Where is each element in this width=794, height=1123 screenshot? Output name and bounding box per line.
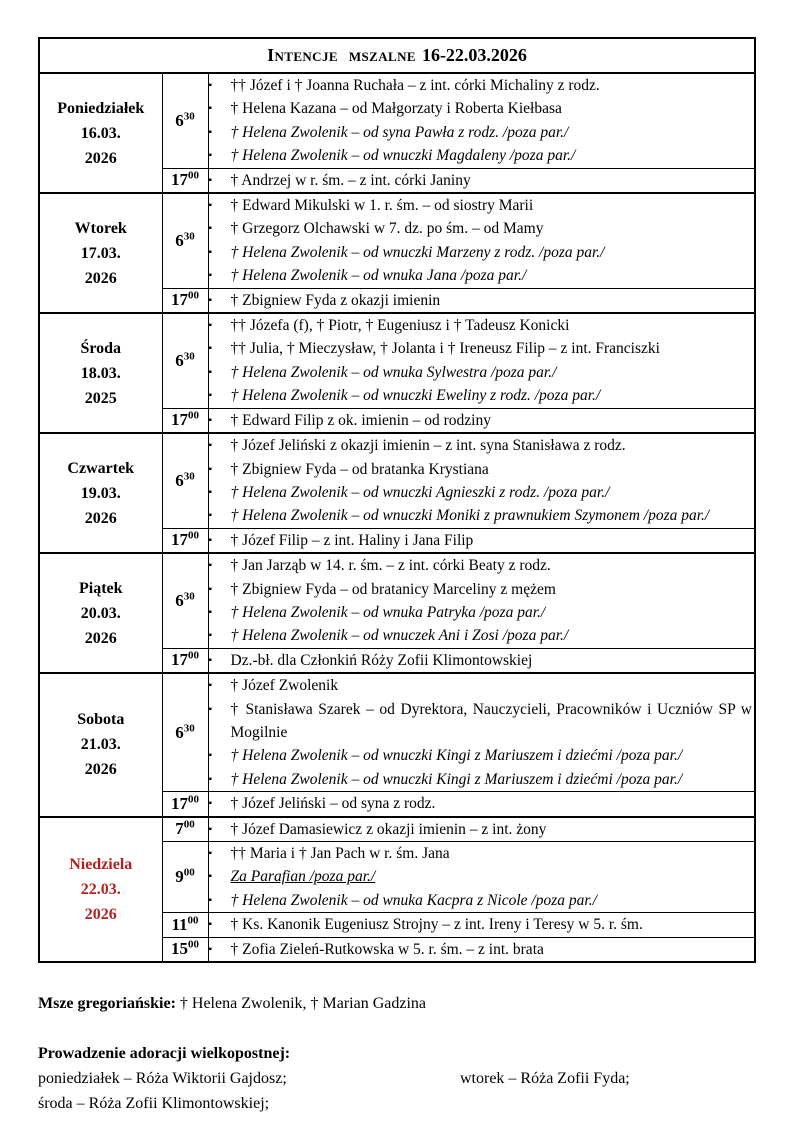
intentions-cell	[208, 193, 755, 288]
intention-item	[209, 314, 755, 337]
intentions-cell	[208, 792, 755, 817]
intentions-cell	[208, 553, 755, 648]
time-hour: 6	[175, 230, 184, 250]
intention-item	[209, 361, 755, 384]
bullet-icon: ▪	[208, 366, 213, 378]
intentions-cell	[208, 433, 755, 528]
bullet-icon: ▪	[208, 440, 213, 452]
intention-text: † Helena Zwolenik – od syna Pawła z rodz. /poza par./	[230, 123, 569, 141]
mass-intentions-table	[38, 37, 756, 963]
day-cell	[39, 673, 162, 816]
time-hour: 17	[171, 410, 188, 430]
intention-item	[209, 865, 755, 888]
bullet-icon: ▪	[208, 80, 213, 91]
intention-text: † Helena Zwolenik – od wnuczki Magdaleny /poza par./	[230, 147, 576, 165]
day-date: 19.03.	[80, 484, 121, 502]
bullet-icon: ▪	[208, 103, 213, 115]
time-cell	[162, 313, 208, 408]
intention-item	[209, 217, 755, 240]
day-name: Piątek	[78, 579, 123, 597]
intention-item	[209, 97, 755, 120]
intention-item	[209, 481, 755, 504]
intention-text: † Zofia Zieleń-Rutkowska w 5. r. śm. – z int. brata	[230, 940, 544, 958]
time-hour: 15	[171, 939, 188, 959]
table-row	[39, 553, 755, 648]
intention-item	[209, 241, 755, 264]
table-row	[39, 433, 755, 528]
intention-text: †† Julia, † Mieczysław, † Jolanta i † Ireneusz Filip – z int. Franciszki	[230, 340, 660, 358]
intentions-cell	[208, 288, 755, 313]
intentions-cell	[208, 937, 755, 962]
day-cell	[39, 73, 162, 193]
bullet-icon: ▪	[208, 223, 213, 235]
time-minutes: 30	[183, 470, 195, 483]
time-hour: 17	[171, 793, 188, 813]
adoration-wednesday: środa – Róża Zofii Klimontowskiej;	[38, 1095, 270, 1113]
time-minutes: 00	[188, 289, 199, 302]
table-title	[39, 38, 755, 73]
bullet-icon: ▪	[208, 654, 213, 666]
intention-text: †† Józef i † Joanna Ruchała – z int. córki Michaliny z rodz.	[230, 77, 600, 94]
intentions-cell	[208, 313, 755, 408]
time-cell	[162, 433, 208, 528]
intention-item	[209, 624, 755, 647]
intention-item	[209, 121, 755, 144]
time-cell	[162, 73, 208, 168]
day-cell	[39, 553, 162, 673]
day-date: 17.03.	[80, 244, 121, 262]
bullet-icon: ▪	[208, 390, 213, 402]
intention-item	[209, 792, 755, 815]
intention-text: † Edward Mikulski w 1. r. śm. – od siostry Marii	[230, 197, 534, 215]
intention-text: † Helena Zwolenik – od wnuka Jana /poza par./	[230, 267, 527, 285]
adoration-monday: poniedziałek – Róża Wiktorii Gajdosz;	[38, 1070, 287, 1088]
intention-text: † Helena Zwolenik – od wnuczki Agnieszki z rodz. /poza par./	[230, 483, 610, 501]
intention-item	[209, 384, 755, 407]
intention-item	[209, 289, 755, 312]
intention-text: Za Parafian /poza par./	[230, 868, 376, 886]
intention-text: †† Józefa (f), † Piotr, † Eugeniusz i † Tadeusz Konicki	[230, 317, 570, 335]
bullet-icon: ▪	[208, 583, 213, 595]
adoration-heading: Prowadzenie adoracji wielkopostnej:	[38, 1045, 291, 1063]
bullet-icon: ▪	[208, 414, 213, 426]
day-name: Sobota	[77, 711, 125, 729]
intention-item	[209, 458, 755, 481]
adoration-block	[38, 1041, 756, 1116]
schedule-body	[39, 38, 755, 962]
bullet-icon: ▪	[208, 343, 213, 355]
day-year: 2026	[84, 149, 117, 167]
day-year: 2026	[84, 269, 117, 287]
bullet-icon: ▪	[208, 848, 213, 859]
time-cell	[162, 792, 208, 817]
intention-item	[209, 842, 755, 865]
bullet-icon: ▪	[208, 510, 213, 522]
intentions-cell	[208, 673, 755, 792]
intention-text: † Helena Zwolenik – od wnuczki Moniki z prawnukiem Szymonem /poza par./	[230, 507, 710, 525]
intention-item	[209, 768, 755, 791]
time-cell	[162, 913, 208, 937]
time-hour: 6	[175, 590, 184, 610]
table-row	[39, 193, 755, 288]
day-name: Czwartek	[67, 459, 135, 477]
intention-text: † Helena Zwolenik – od wnuka Sylwestra /poza par./	[230, 363, 557, 381]
day-name: Poniedziałek	[57, 99, 145, 117]
time-cell	[162, 842, 208, 913]
table-row	[39, 73, 755, 168]
time-cell	[162, 673, 208, 792]
intention-item	[209, 409, 755, 432]
time-hour: 17	[171, 650, 188, 670]
time-hour: 7	[175, 819, 184, 839]
bullet-icon: ▪	[208, 703, 213, 715]
time-minutes: 00	[188, 529, 199, 542]
table-row	[39, 673, 755, 792]
intention-text: † Helena Zwolenik – od wnuczki Kingi z Mariuszem i dziećmi /poza par./	[230, 770, 683, 788]
table-row	[39, 313, 755, 408]
intention-item	[209, 601, 755, 624]
intentions-cell	[208, 817, 755, 842]
intention-item	[209, 144, 755, 167]
intention-text: † Ks. Kanonik Eugeniusz Strojny – z int. Ireny i Teresy w 5. r. śm.	[230, 916, 643, 934]
adoration-line-1	[38, 1066, 756, 1091]
bullet-icon: ▪	[208, 680, 213, 692]
intentions-cell	[208, 168, 755, 193]
bullet-icon: ▪	[208, 270, 213, 282]
day-name: Wtorek	[74, 219, 127, 237]
intentions-cell	[208, 913, 755, 937]
intention-item	[209, 74, 755, 97]
bullet-icon: ▪	[208, 486, 213, 498]
intention-item	[209, 889, 755, 912]
time-hour: 17	[171, 290, 188, 310]
bullet-icon: ▪	[208, 320, 213, 332]
day-name: Środa	[80, 339, 122, 357]
time-hour: 11	[171, 914, 188, 934]
time-cell	[162, 408, 208, 433]
time-minutes: 00	[183, 866, 195, 879]
intentions-cell	[208, 408, 755, 433]
intention-text: † Helena Kazana – od Małgorzaty i Roberta Kiełbasa	[230, 100, 562, 118]
bullet-icon: ▪	[208, 174, 213, 186]
intention-text: † Stanisława Szarek – od Dyrektora, Nauczycieli, Pracowników i Uczniów SP w Mogilnie	[230, 700, 752, 741]
intention-text: † Zbigniew Fyda z okazji imienin	[230, 291, 441, 309]
time-cell	[162, 193, 208, 288]
gregorian-masses-line	[38, 991, 756, 1016]
time-minutes: 00	[187, 914, 199, 927]
time-cell	[162, 288, 208, 313]
bullet-icon: ▪	[208, 823, 213, 835]
bullet-icon: ▪	[208, 200, 213, 212]
intention-text: † Edward Filip z ok. imienin – od rodziny	[230, 411, 491, 429]
intention-text: † Helena Zwolenik – od wnuczki Kingi z Mariuszem i dziećmi /poza par./	[230, 747, 683, 765]
intention-text: † Józef Filip – z int. Haliny i Jana Filip	[230, 531, 474, 549]
intentions-cell	[208, 842, 755, 913]
day-year: 2025	[84, 389, 117, 407]
day-year: 2026	[84, 761, 117, 779]
time-hour: 6	[175, 110, 184, 130]
bullet-icon: ▪	[208, 606, 213, 618]
bullet-icon: ▪	[208, 919, 213, 931]
intention-item	[209, 578, 755, 601]
time-minutes: 30	[183, 590, 195, 603]
intention-item	[209, 649, 755, 672]
time-cell	[162, 168, 208, 193]
intention-text: † Helena Zwolenik – od wnuczki Eweliny z rodz. /poza par./	[230, 387, 601, 405]
intention-item	[209, 938, 755, 961]
time-minutes: 00	[188, 169, 199, 182]
time-hour: 6	[175, 722, 184, 742]
intention-item	[209, 504, 755, 527]
time-minutes: 30	[183, 230, 195, 243]
intention-text: †† Maria i † Jan Pach w r. śm. Jana	[230, 845, 450, 862]
bullet-icon: ▪	[208, 798, 213, 810]
intention-text: † Jan Jarząb w 14. r. śm. – z int. córki Beaty z rodz.	[230, 557, 551, 575]
intention-text: † Zbigniew Fyda – od bratanka Krystiana	[230, 460, 489, 478]
bullet-icon: ▪	[208, 126, 213, 138]
intention-item	[209, 337, 755, 360]
intentions-cell	[208, 528, 755, 553]
adoration-line-2	[38, 1091, 756, 1116]
intention-item	[209, 913, 755, 936]
bullet-icon: ▪	[208, 630, 213, 642]
day-date: 16.03.	[80, 124, 121, 142]
intention-text: † Józef Jeliński – od syna z rodz.	[230, 795, 436, 813]
day-name: Niedziela	[69, 855, 133, 873]
day-year: 2026	[84, 509, 117, 527]
time-minutes: 30	[183, 350, 195, 363]
intention-item	[209, 264, 755, 287]
bullet-icon: ▪	[208, 750, 213, 762]
intentions-cell	[208, 73, 755, 168]
day-cell	[39, 193, 162, 313]
time-hour: 6	[175, 470, 184, 490]
adoration-tuesday: wtorek – Róża Zofii Fyda;	[460, 1070, 630, 1088]
day-year: 2026	[84, 905, 117, 923]
time-minutes: 30	[183, 722, 195, 735]
intention-item	[209, 818, 755, 841]
bullet-icon: ▪	[208, 871, 213, 883]
bullet-icon: ▪	[208, 943, 213, 955]
day-year: 2026	[84, 629, 117, 647]
bullet-icon: ▪	[208, 150, 213, 162]
intention-text: † Józef Zwolenik	[230, 677, 339, 695]
time-cell	[162, 937, 208, 962]
day-cell	[39, 313, 162, 433]
bullet-icon: ▪	[208, 560, 213, 572]
time-minutes: 00	[188, 409, 199, 422]
day-cell	[39, 433, 162, 553]
intention-text: † Helena Zwolenik – od wnuka Patryka /poza par./	[230, 603, 546, 621]
time-minutes: 00	[188, 938, 199, 951]
time-hour: 6	[175, 350, 184, 370]
time-hour: 17	[171, 530, 188, 550]
time-cell	[162, 817, 208, 842]
title-row	[39, 38, 755, 73]
time-minutes: 00	[183, 818, 195, 831]
gregorian-masses-label: Msze gregoriańskie:	[38, 995, 176, 1013]
bullet-icon: ▪	[208, 534, 213, 546]
day-date: 22.03.	[80, 880, 121, 898]
intentions-cell	[208, 648, 755, 673]
time-minutes: 30	[183, 110, 195, 123]
intention-text: † Helena Zwolenik – od wnuczki Marzeny z rodz. /poza par./	[230, 243, 605, 261]
intention-text: † Helena Zwolenik – od wnuczek Ani i Zosi /poza par./	[230, 627, 569, 645]
time-cell	[162, 648, 208, 673]
intention-text: Dz.-bł. dla Członkiń Róży Zofii Klimontowskiej	[230, 651, 533, 669]
footer	[38, 991, 756, 1116]
intention-item	[209, 194, 755, 217]
time-cell	[162, 528, 208, 553]
bullet-icon: ▪	[208, 294, 213, 306]
day-cell	[39, 817, 162, 962]
time-cell	[162, 553, 208, 648]
gregorian-masses-text: † Helena Zwolenik, † Marian Gadzina	[179, 995, 427, 1013]
day-date: 21.03.	[80, 736, 121, 754]
intention-item	[209, 698, 755, 745]
bullet-icon: ▪	[208, 463, 213, 475]
table-title-dates: 16-22.03.2026	[421, 45, 527, 65]
intention-text: † Andrzej w r. śm. – z int. córki Janiny	[230, 171, 471, 189]
intention-item	[209, 674, 755, 697]
intention-text: † Grzegorz Olchawski w 7. dz. po śm. – od Mamy	[230, 220, 544, 238]
intention-item	[209, 434, 755, 457]
day-date: 18.03.	[80, 364, 121, 382]
bullet-icon: ▪	[208, 246, 213, 258]
intention-item	[209, 554, 755, 577]
intention-text: † Józef Damasiewicz z okazji imienin – z int. żony	[230, 820, 547, 838]
table-title-text: Intencje mszalne	[267, 45, 416, 65]
intention-item	[209, 744, 755, 767]
intention-text: † Józef Jeliński z okazji imienin – z int. syna Stanisława z rodz.	[230, 437, 626, 455]
time-minutes: 00	[188, 793, 199, 806]
bullet-icon: ▪	[208, 894, 213, 906]
intention-item	[209, 169, 755, 192]
bullet-icon: ▪	[208, 773, 213, 785]
time-minutes: 00	[188, 649, 199, 662]
intention-item	[209, 529, 755, 552]
intention-text: † Zbigniew Fyda – od bratanicy Marceliny z mężem	[230, 580, 556, 598]
time-hour: 17	[171, 170, 188, 190]
day-date: 20.03.	[80, 604, 121, 622]
intention-text: † Helena Zwolenik – od wnuka Kacpra z Nicole /poza par./	[230, 891, 597, 909]
time-hour: 9	[175, 867, 184, 887]
table-row	[39, 817, 755, 842]
